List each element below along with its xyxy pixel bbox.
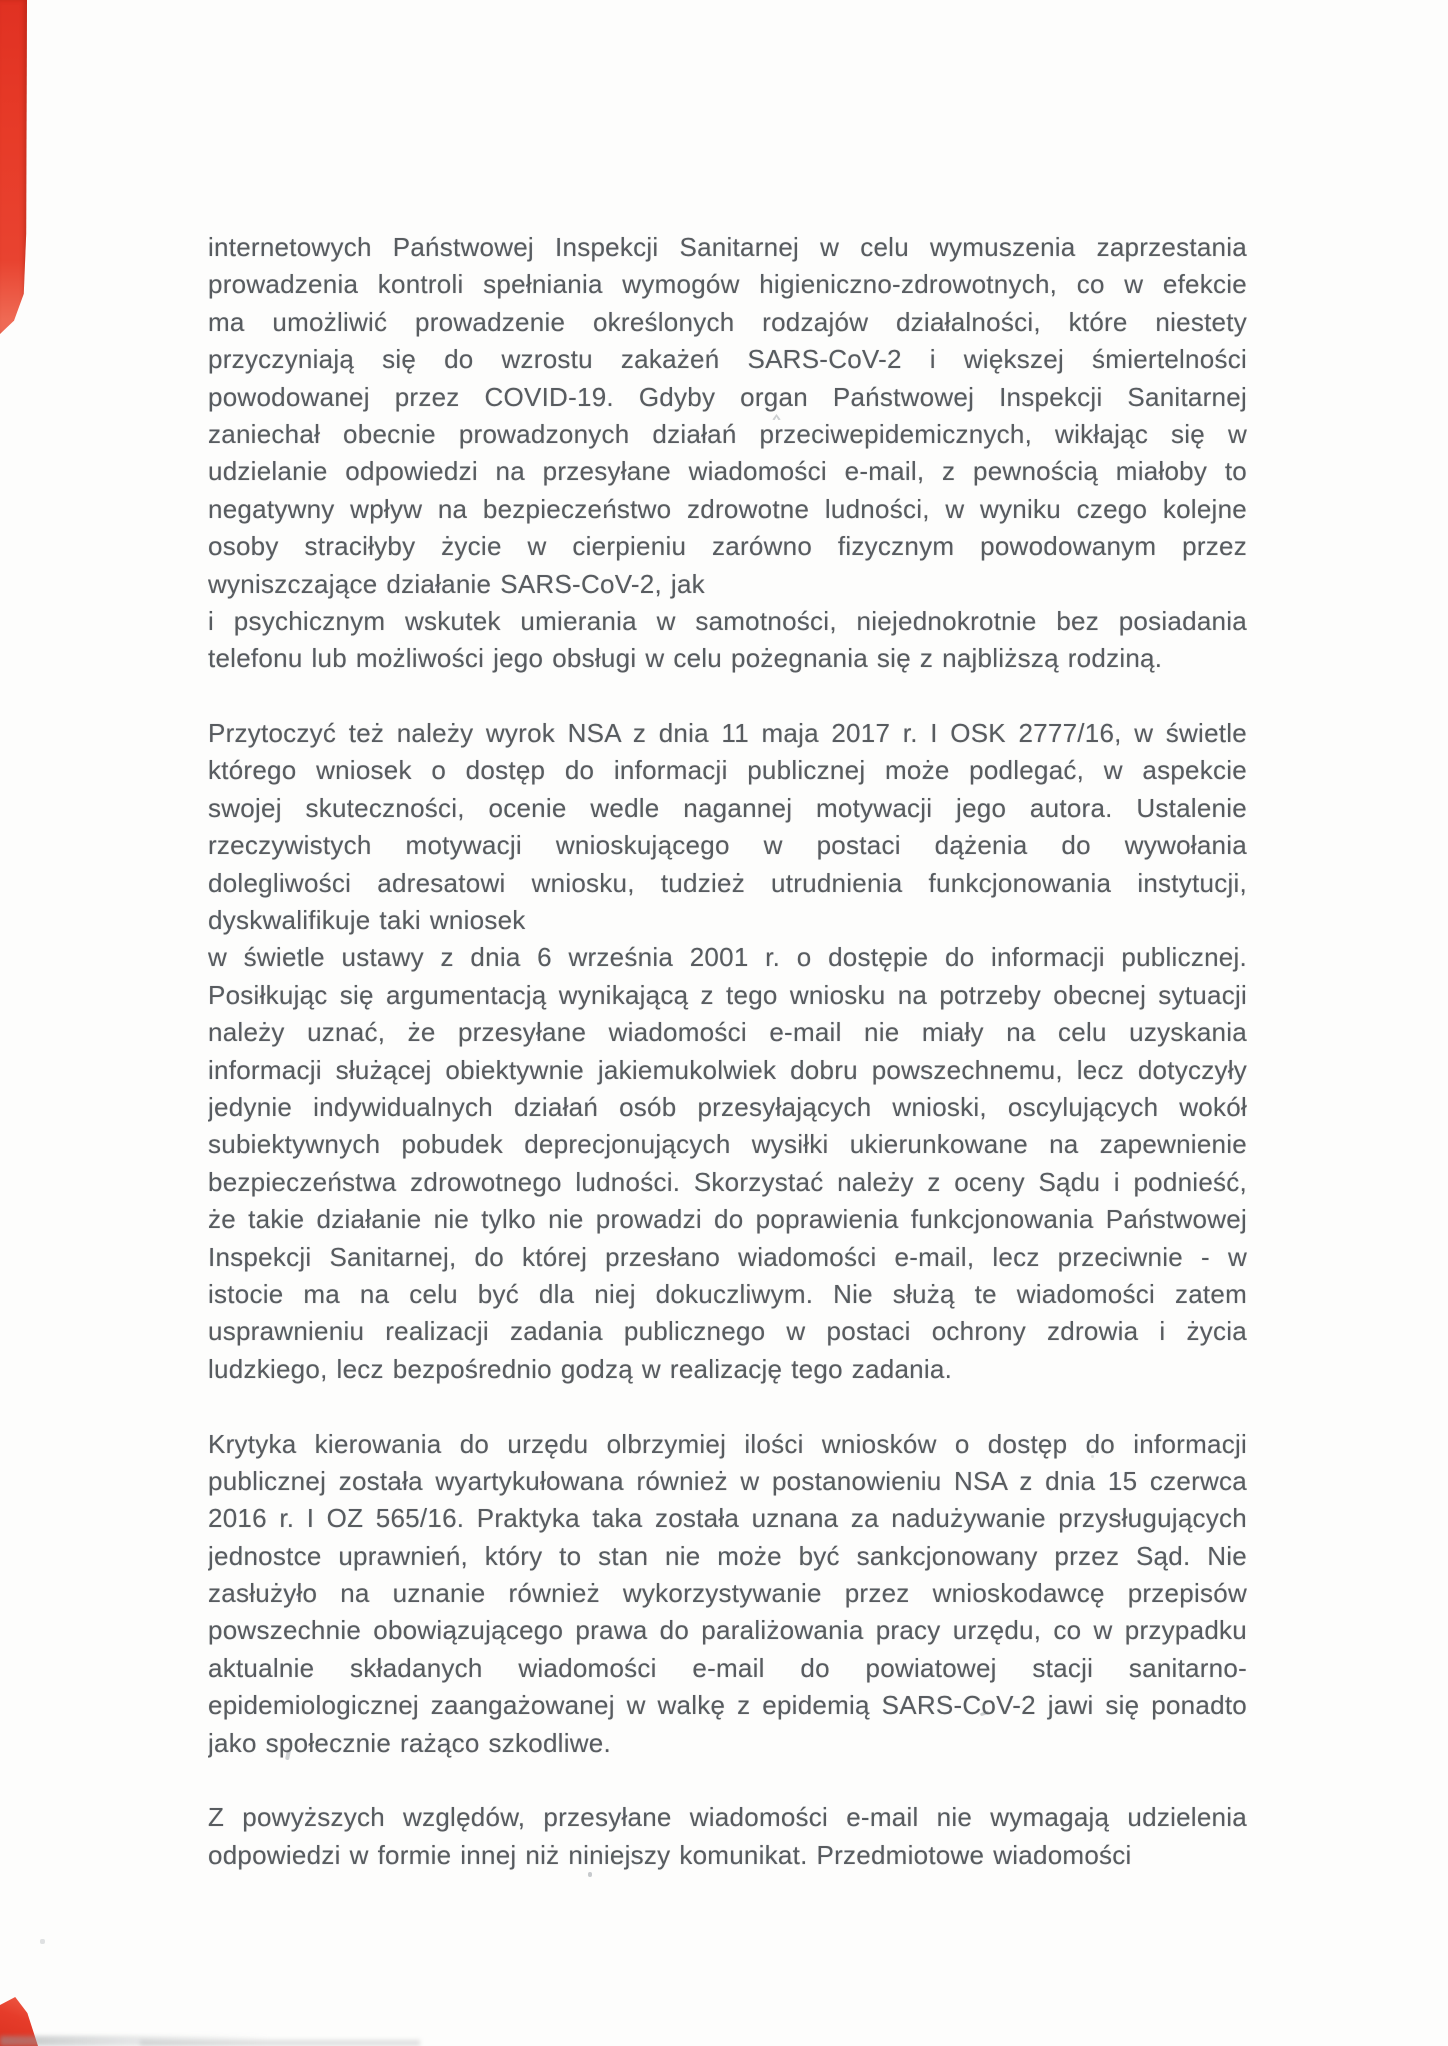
scan-speck (40, 1939, 45, 1944)
text-line: jednostce uprawnień, który to stan nie może być sankcjonowany przez Sąd. Nie (208, 1540, 1247, 1571)
text-line: powszechnie obowiązującego prawa do paraliżowania pracy urzędu, co w przypadku (208, 1615, 1247, 1646)
text-line: osoby straciłyby życie w cierpieniu zarówno fizycznym powodowanym przez (208, 531, 1247, 562)
scan-artifact-red-top-left (0, 0, 27, 334)
paragraph-2 (208, 603, 1247, 678)
text-line: udzielanie odpowiedzi na przesyłane wiadomości e-mail, z pewnością miałoby to (208, 456, 1247, 487)
paragraph-3 (208, 715, 1247, 939)
text-line: aktualnie składanych wiadomości e-mail do powiatowej stacji sanitarno- (208, 1652, 1247, 1683)
paragraph-6 (208, 1799, 1247, 1874)
text-line: dyskwalifikuje taki wniosek (208, 905, 526, 936)
text-line: Inspekcji Sanitarnej, do której przesłano wiadomości e-mail, lecz przeciwnie - w (208, 1241, 1247, 1272)
text-line: subiektywnych pobudek deprecjonujących wysiłki ukierunkowane na zapewnienie (208, 1129, 1247, 1160)
text-line: należy uznać, że przesyłane wiadomości e-mail nie miały na celu uzyskania (208, 1017, 1247, 1048)
text-line: i psychicznym wskutek umierania w samotności, niejednokrotnie bez posiadania (208, 605, 1247, 636)
text-line: że takie działanie nie tylko nie prowadzi do poprawienia funkcjonowania Państwowej (208, 1204, 1247, 1235)
paragraph-1 (208, 229, 1247, 603)
text-line: Z powyższych względów, przesyłane wiadomości e-mail nie wymagają udzielenia (208, 1802, 1247, 1833)
text-line: negatywny wpływ na bezpieczeństwo zdrowotne ludności, w wyniku czego kolejne (208, 493, 1247, 524)
text-line: którego wniosek o dostęp do informacji publicznej może podlegać, w aspekcie (208, 755, 1247, 786)
text-line: publicznej została wyartykułowana również w postanowieniu NSA z dnia 15 czerwca (208, 1465, 1247, 1496)
text-line: ma umożliwić prowadzenie określonych rodzajów działalności, które niestety (208, 306, 1247, 337)
text-line: usprawnieniu realizacji zadania publicznego w postaci ochrony zdrowia i życia (208, 1316, 1247, 1347)
text-line: jako społecznie rażąco szkodliwe. (208, 1727, 611, 1758)
text-line: przyczyniają się do wzrostu zakażeń SARS-CoV-2 i większej śmiertelności (208, 344, 1247, 375)
text-line: 2016 r. I OZ 565/16. Praktyka taka została uznana za nadużywanie przysługujących (208, 1503, 1247, 1534)
text-line: internetowych Państwowej Inspekcji Sanitarnej w celu wymuszenia zaprzestania (208, 232, 1247, 262)
text-line: Przytoczyć też należy wyrok NSA z dnia 11 maja 2017 r. I OSK 2777/16, w świetle (208, 718, 1247, 749)
text-line: powodowanej przez COVID-19. Gdyby organ Państwowej Inspekcji Sanitarnej (208, 381, 1247, 412)
text-line: istocie ma na celu być dla niej dokuczliwym. Nie służą te wiadomości zatem (208, 1278, 1247, 1309)
text-line: dolegliwości adresatowi wniosku, tudzież utrudnienia funkcjonowania instytucji, (208, 867, 1247, 898)
text-line: wyniszczające działanie SARS-CoV-2, jak (208, 568, 705, 599)
text-line: epidemiologicznej zaangażowanej w walkę z epidemią SARS-CoV-2 jawi się ponadto (208, 1690, 1247, 1721)
text-line: informacji służącej obiektywnie jakiemukolwiek dobru powszechnemu, lecz dotyczyły (208, 1054, 1247, 1085)
text-line: swojej skuteczności, ocenie wedle nagannej motywacji jego autora. Ustalenie (208, 792, 1247, 823)
text-line: telefonu lub możliwości jego obsługi w celu pożegnania się z najbliższą rodziną. (208, 643, 1163, 674)
text-line: rzeczywistych motywacji wnioskującego w postaci dążenia do wywołania (208, 830, 1247, 861)
text-line: prowadzenia kontroli spełniania wymogów higieniczno-zdrowotnych, co w efekcie (208, 269, 1247, 300)
text-line: zasłużyło na uznanie również wykorzystywanie przez wnioskodawcę przepisów (208, 1578, 1247, 1609)
scan-smudge-bottom-2 (140, 2040, 420, 2046)
text-line: jedynie indywidualnych działań osób przesyłających wnioski, oscylujących wokół (208, 1091, 1247, 1122)
paragraph-5 (208, 1426, 1247, 1763)
text-line: Posiłkując się argumentacją wynikającą z tego wniosku na potrzeby obecnej sytuacji (208, 979, 1247, 1010)
paragraph-4 (208, 939, 1247, 1388)
text-line: w świetle ustawy z dnia 6 września 2001 r. o dostępie do informacji publicznej. (208, 942, 1247, 973)
text-line: bezpieczeństwa zdrowotnego ludności. Skorzystać należy z oceny Sądu i podnieść, (208, 1166, 1247, 1197)
text-line: ludzkiego, lecz bezpośrednio godzą w realizację tego zadania. (208, 1353, 953, 1384)
document-body (208, 229, 1247, 1874)
text-line: odpowiedzi w formie innej niż niniejszy komunikat. Przedmiotowe wiadomości (208, 1839, 1132, 1870)
text-line: zaniechał obecnie prowadzonych działań przeciwepidemicznych, wikłając się w (208, 418, 1247, 449)
text-line: Krytyka kierowania do urzędu olbrzymiej ilości wniosków o dostęp do informacji (208, 1428, 1247, 1459)
